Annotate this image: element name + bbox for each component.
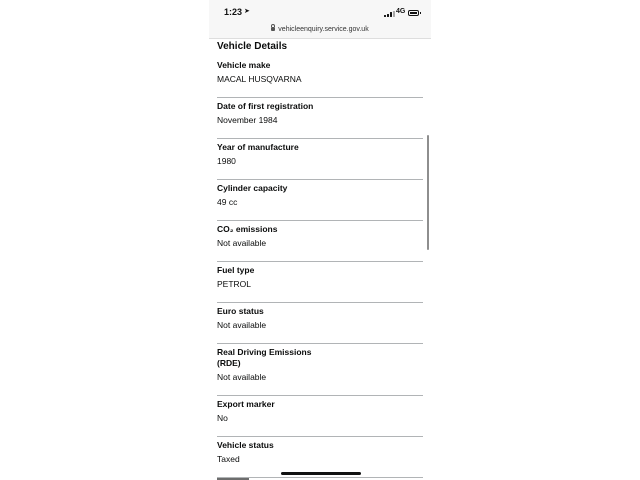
status-time: 1:23: [224, 7, 243, 17]
detail-label: Vehicle status: [217, 440, 274, 450]
detail-label: Year of manufacture: [217, 142, 299, 152]
detail-row-cylinder-capacity: [217, 180, 423, 221]
detail-label: Euro status: [217, 306, 264, 316]
detail-label: Real Driving Emissions (RDE): [217, 347, 312, 368]
detail-value: Not available: [217, 320, 267, 330]
vehicle-details-content: [217, 38, 423, 478]
scrollbar[interactable]: [427, 135, 429, 250]
detail-value: Not available: [217, 238, 267, 248]
detail-row-year-of-manufacture: [217, 139, 423, 180]
detail-value: No: [217, 413, 228, 423]
location-arrow-icon: ➤: [244, 8, 250, 15]
detail-row-euro-status: [217, 303, 423, 344]
detail-value: PETROL: [217, 279, 252, 289]
page-title: Vehicle Details: [217, 41, 288, 52]
detail-value: Taxed: [217, 454, 240, 464]
detail-row-co2-emissions: [217, 221, 423, 262]
detail-row-rde: [217, 344, 423, 396]
detail-label: Date of first registration: [217, 101, 314, 111]
detail-label: Cylinder capacity: [217, 183, 288, 193]
detail-label: Fuel type: [217, 265, 255, 275]
detail-row-first-registration: [217, 98, 423, 139]
home-indicator[interactable]: [281, 472, 361, 475]
lock-icon: [271, 27, 275, 31]
detail-label: Export marker: [217, 399, 275, 409]
next-row-label-partial: [217, 476, 257, 480]
signal-icon: [384, 10, 394, 17]
detail-label: Vehicle make: [217, 60, 271, 70]
battery-icon: [408, 10, 419, 16]
network-type: 4G: [396, 8, 406, 15]
url-text[interactable]: vehicleenquiry.service.gov.uk: [278, 26, 369, 33]
detail-row-vehicle-make: [217, 57, 423, 98]
address-bar[interactable]: [209, 18, 431, 39]
detail-value: November 1984: [217, 115, 278, 125]
detail-value: 1980: [217, 156, 236, 166]
detail-row-fuel-type: [217, 262, 423, 303]
detail-value: MACAL HUSQVARNA: [217, 74, 302, 84]
detail-row-export-marker: [217, 396, 423, 437]
detail-label: CO₂ emissions: [217, 224, 278, 234]
detail-value: Not available: [217, 372, 267, 382]
phone-screen: [209, 0, 431, 480]
detail-value: 49 cc: [217, 197, 238, 207]
battery-tip: [420, 12, 421, 14]
